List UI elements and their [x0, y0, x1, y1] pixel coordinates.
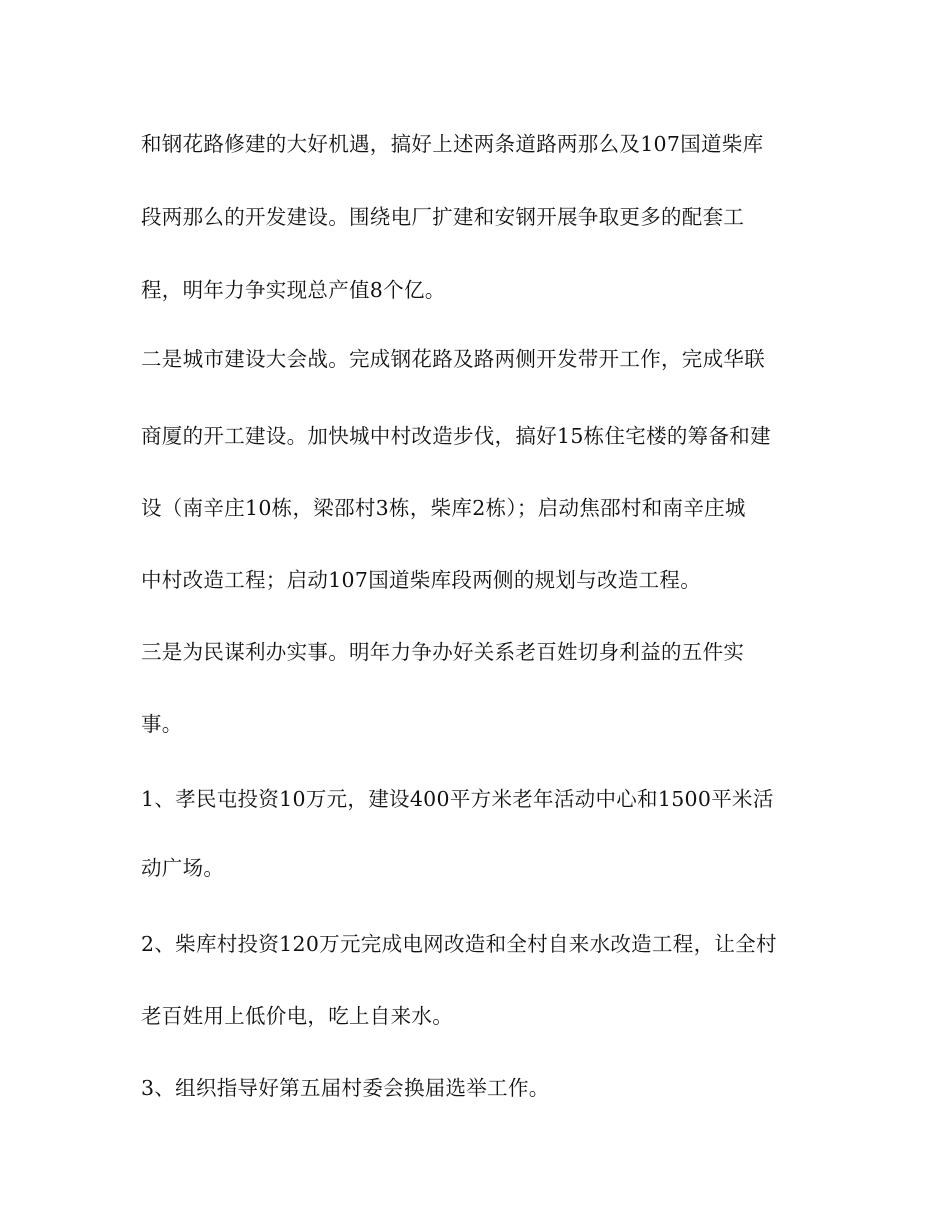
text-line: 三是为民谋利办实事。明年力争办好关系老百姓切身利益的五件实 [141, 640, 745, 664]
text-line: 老百姓用上低价电，吃上自来水。 [141, 1004, 453, 1028]
text-line: 商厦的开工建设。加快城中村改造步伐，搞好15栋住宅楼的筹备和建 [141, 424, 771, 448]
text-line: 和钢花路修建的大好机遇，搞好上述两条道路两那么及107国道柴库 [141, 132, 764, 156]
text-line: 3、组织指导好第五届村委会换届选举工作。 [141, 1076, 550, 1100]
text-line: 动广场。 [141, 856, 225, 880]
text-line: 事。 [141, 712, 183, 736]
text-line: 二是城市建设大会战。完成钢花路及路两侧开发带开工作，完成华联 [141, 347, 765, 371]
text-line: 1、孝民屯投资10万元，建设400平方米老年活动中心和1500平米活 [141, 787, 774, 811]
text-line: 段两那么的开发建设。围绕电厂扩建和安钢开展争取更多的配套工 [141, 205, 745, 229]
text-line: 程，明年力争实现总产值8个亿。 [141, 278, 446, 302]
text-line: 2、柴库村投资120万元完成电网改造和全村自来水改造工程，让全村 [141, 932, 777, 956]
text-line: 中村改造工程；启动107国道柴库段两侧的规划与改造工程。 [141, 568, 702, 592]
text-line: 设（南辛庄10栋，梁邵村3栋，柴库2栋）；启动焦邵村和南辛庄城 [141, 496, 746, 520]
